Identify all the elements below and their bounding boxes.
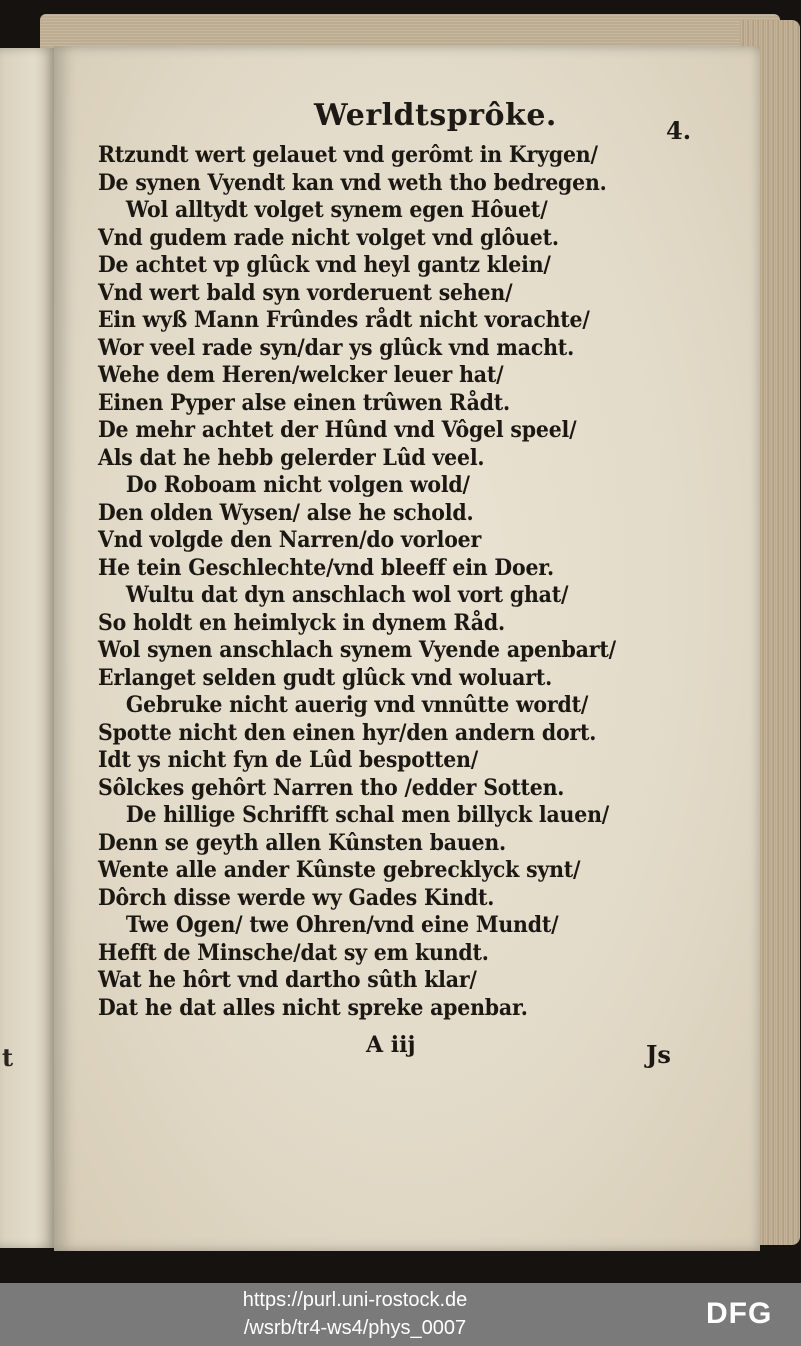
verse-line: Twe Ogen/ twe Ohren/vnd eine Mundt/ [125, 912, 559, 938]
verse-line: De hillige Schrifft schal men billyck lauen/ [125, 802, 610, 828]
verse-line: Erlanget selden gudt glûck vnd woluart. [98, 664, 553, 691]
verse-line: Wat he hôrt vnd dartho sûth klar/ [98, 967, 477, 993]
verse-line: Als dat he hebb gelerder Lûd veel. [98, 444, 485, 471]
verse-text [98, 142, 698, 1022]
verse-line: Gebruke nicht auerig vnd vnnûtte wordt/ [125, 692, 589, 718]
verse-line: Wol alltydt volget synem egen Hôuet/ [125, 197, 548, 223]
verse-line: He tein Geschlechte/vnd bleeff ein Doer. [98, 554, 554, 581]
verse-line: Wor veel rade syn/dar ys glûck vnd macht. [98, 334, 575, 361]
verse-line: Einen Pyper alse einen trûwen Rådt. [98, 389, 510, 416]
verse-line: Hefft de Minsche/dat sy em kundt. [98, 939, 489, 966]
folio-number: 4. [666, 116, 692, 145]
verse-line: Do Roboam nicht volgen wold/ [125, 472, 470, 498]
book-page [54, 46, 760, 1251]
verse-line: Wehe dem Heren/welcker leuer hat/ [98, 362, 504, 388]
verse-line: Wultu dat dyn anschlach wol vort ghat/ [125, 582, 569, 608]
verse-line: Ein wyß Mann Frûndes rådt nicht vorachte/ [98, 307, 590, 333]
verse-line: Wol synen anschlach synem Vyende apenbart/ [98, 637, 616, 663]
verse-line: Den olden Wysen/ alse he schold. [98, 499, 474, 526]
verse-line: Spotte nicht den einen hyr/den andern dort. [98, 719, 597, 746]
verse-line: Dat he dat alles nicht spreke apenbar. [98, 994, 528, 1021]
verse-line: Vnd volgde den Narren/do vorloer [98, 527, 482, 553]
verse-line: Denn se geyth allen Kûnsten bauen. [98, 829, 506, 856]
verse-line: Idt ys nicht fyn de Lûd bespotten/ [98, 747, 479, 773]
verse-line: De achtet vp glûck vnd heyl gantz klein/ [98, 252, 551, 278]
verse-line: Dôrch disse werde wy Gades Kindt. [98, 884, 495, 911]
footer-bar [0, 1283, 801, 1346]
verse-line: Wente alle ander Kûnste gebrecklyck synt/ [98, 857, 581, 883]
verse-line: Vnd gudem rade nicht volget vnd glôuet. [98, 224, 559, 251]
left-page-strip [0, 48, 56, 1248]
catchword: Js [646, 1040, 671, 1069]
verse-line: De synen Vyendt kan vnd weth tho bedregen. [98, 169, 607, 196]
footer-url-line-1[interactable]: https://purl.uni-rostock.de [242, 1289, 468, 1311]
verse-line: So holdt en heimlyck in dynem Råd. [98, 609, 505, 636]
dfg-logo: DFG [706, 1297, 773, 1330]
verse-line: Vnd wert bald syn vorderuent sehen/ [98, 279, 513, 306]
signature-mark: A iij [366, 1032, 416, 1058]
verse-line: Sôlckes gehôrt Narren tho /edder Sotten. [98, 774, 565, 801]
footer-url-line-2[interactable]: /wsrb/tr4-ws4/phys_0007 [243, 1317, 467, 1339]
verse-line: Rtzundt wert gelauet vnd gerômt in Krygen/ [98, 142, 598, 168]
running-header: Werldtsprôke. [314, 98, 557, 133]
verse-line: De mehr achtet der Hûnd vnd Vôgel speel/ [98, 417, 577, 443]
left-page-fragment: t [2, 1043, 14, 1072]
